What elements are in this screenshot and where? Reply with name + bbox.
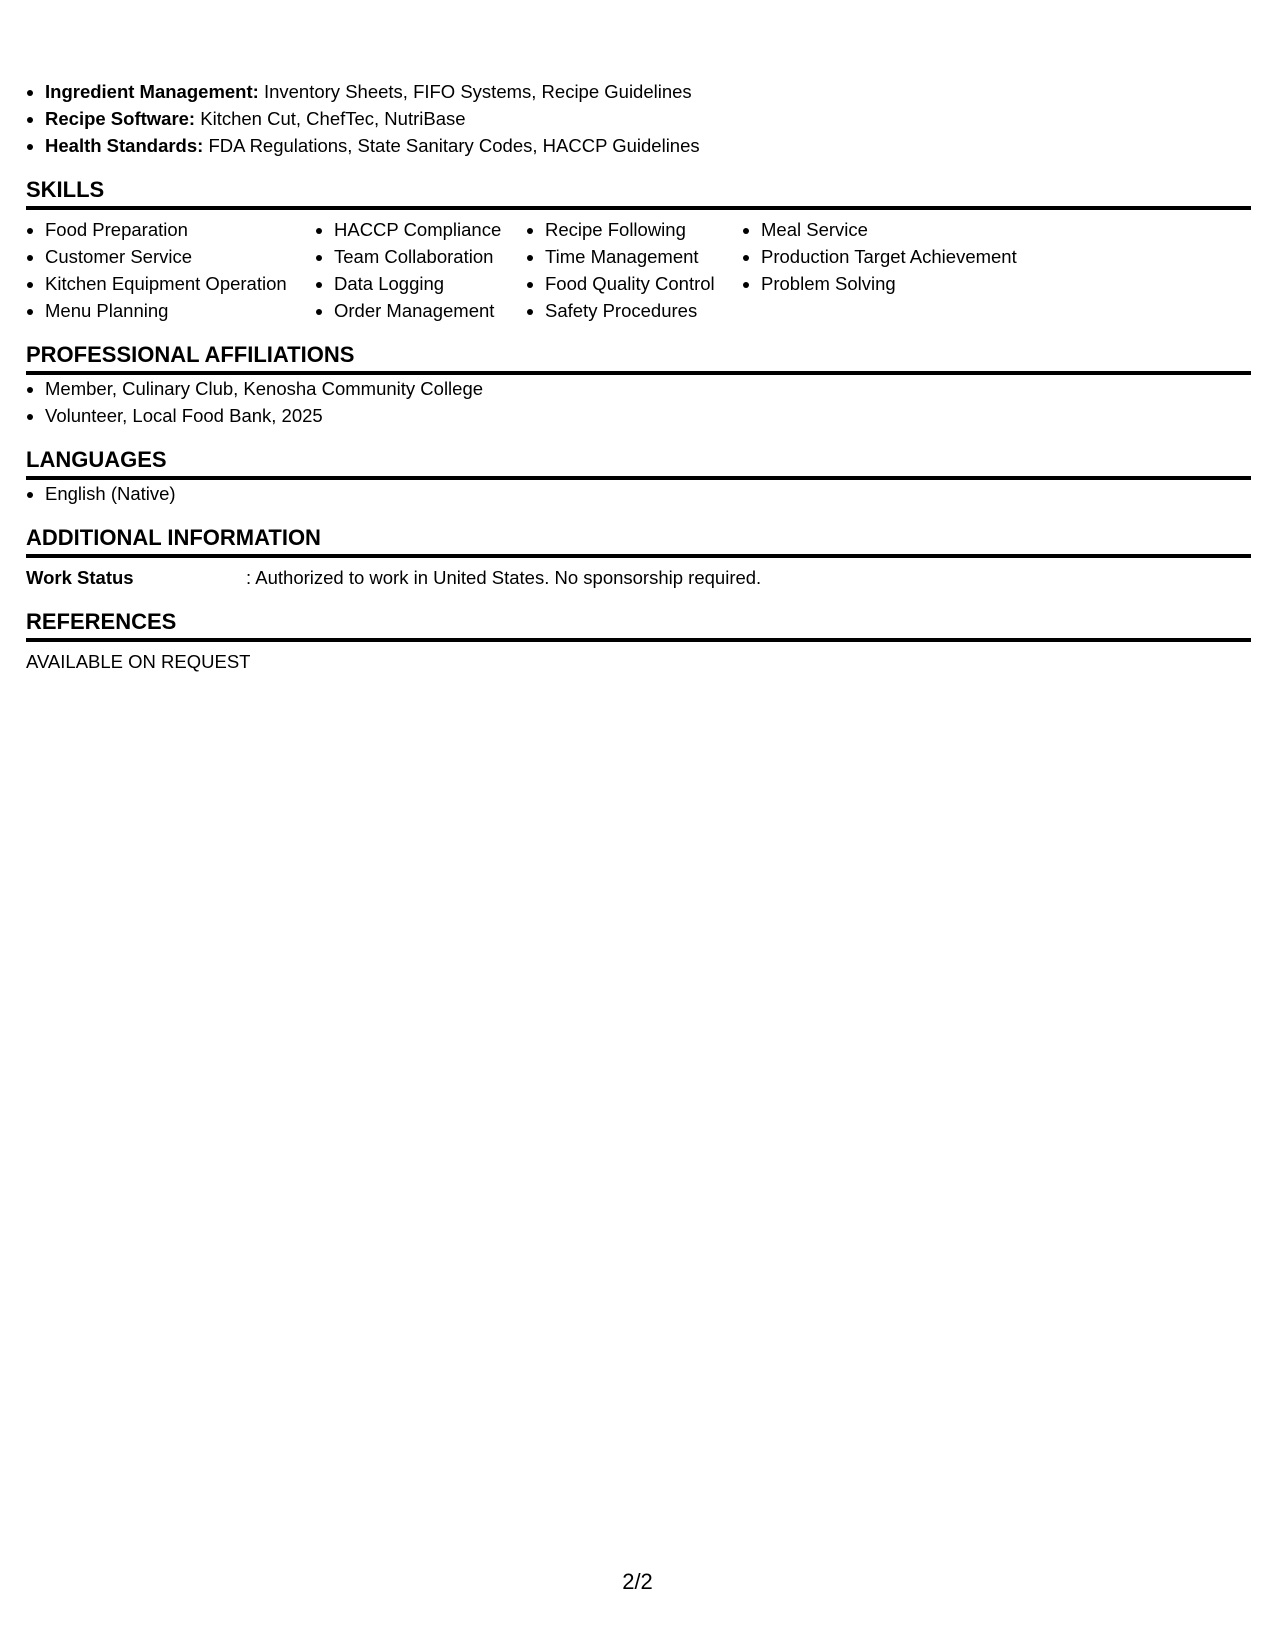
skill-item: • Customer Service bbox=[45, 243, 315, 270]
references-section bbox=[26, 608, 1251, 675]
skill-item: • Time Management bbox=[545, 243, 742, 270]
languages-list bbox=[26, 480, 1251, 507]
list-item-value: Kitchen Cut, ChefTec, NutriBase bbox=[200, 108, 466, 129]
list-item-label: Health Standards: bbox=[45, 135, 204, 156]
list-item-label: Recipe Software: bbox=[45, 108, 196, 129]
page-number: 2/2 bbox=[622, 1569, 653, 1594]
list-item: • Member, Culinary Club, Kenosha Community College bbox=[45, 375, 1251, 402]
skills-column-4 bbox=[742, 216, 1061, 297]
section-title-languages: LANGUAGES bbox=[26, 446, 1251, 480]
section-title-affiliations: PROFESSIONAL AFFILIATIONS bbox=[26, 341, 1251, 375]
affiliations-section bbox=[26, 341, 1251, 429]
skill-item: • Order Management bbox=[334, 297, 526, 324]
list-item-label: Ingredient Management: bbox=[45, 81, 259, 102]
list-item: • English (Native) bbox=[45, 480, 1251, 507]
resume-page bbox=[26, 78, 1251, 675]
list-item-value: Inventory Sheets, FIFO Systems, Recipe Guidelines bbox=[263, 81, 692, 102]
skills-column-3 bbox=[526, 216, 742, 324]
skill-item: • Meal Service bbox=[761, 216, 1061, 243]
skill-item: • Team Collaboration bbox=[334, 243, 526, 270]
affiliations-list bbox=[26, 375, 1251, 429]
skill-item: • Safety Procedures bbox=[545, 297, 742, 324]
skill-item: • Production Target Achievement bbox=[761, 243, 1061, 270]
list-item: • Volunteer, Local Food Bank, 2025 bbox=[45, 402, 1251, 429]
skill-item: • Food Quality Control bbox=[545, 270, 742, 297]
work-status-label: Work Status bbox=[26, 567, 134, 588]
list-item bbox=[45, 78, 1251, 105]
section-title-additional: ADDITIONAL INFORMATION bbox=[26, 524, 1251, 558]
skills-section bbox=[26, 176, 1251, 324]
work-status-value: : Authorized to work in United States. No sponsorship required. bbox=[246, 567, 762, 588]
list-item bbox=[45, 105, 1251, 132]
section-title-skills: SKILLS bbox=[26, 176, 1251, 210]
skill-item: • Problem Solving bbox=[761, 270, 1061, 297]
skill-item: • Data Logging bbox=[334, 270, 526, 297]
skills-column-1 bbox=[26, 216, 315, 324]
work-status-row bbox=[26, 564, 1251, 591]
skill-item: • Kitchen Equipment Operation bbox=[45, 270, 315, 297]
skill-item: • Food Preparation bbox=[45, 216, 315, 243]
skill-item: • Menu Planning bbox=[45, 297, 315, 324]
tools-list bbox=[26, 78, 1251, 159]
skills-grid bbox=[26, 216, 1251, 324]
list-item bbox=[45, 132, 1251, 159]
section-title-references: REFERENCES bbox=[26, 608, 1251, 642]
languages-section bbox=[26, 446, 1251, 507]
skill-item: • HACCP Compliance bbox=[334, 216, 526, 243]
skills-column-2 bbox=[315, 216, 526, 324]
additional-section bbox=[26, 524, 1251, 591]
skill-item: • Recipe Following bbox=[545, 216, 742, 243]
list-item-value: FDA Regulations, State Sanitary Codes, HACCP Guidelines bbox=[208, 135, 700, 156]
references-text: AVAILABLE ON REQUEST bbox=[26, 651, 251, 672]
